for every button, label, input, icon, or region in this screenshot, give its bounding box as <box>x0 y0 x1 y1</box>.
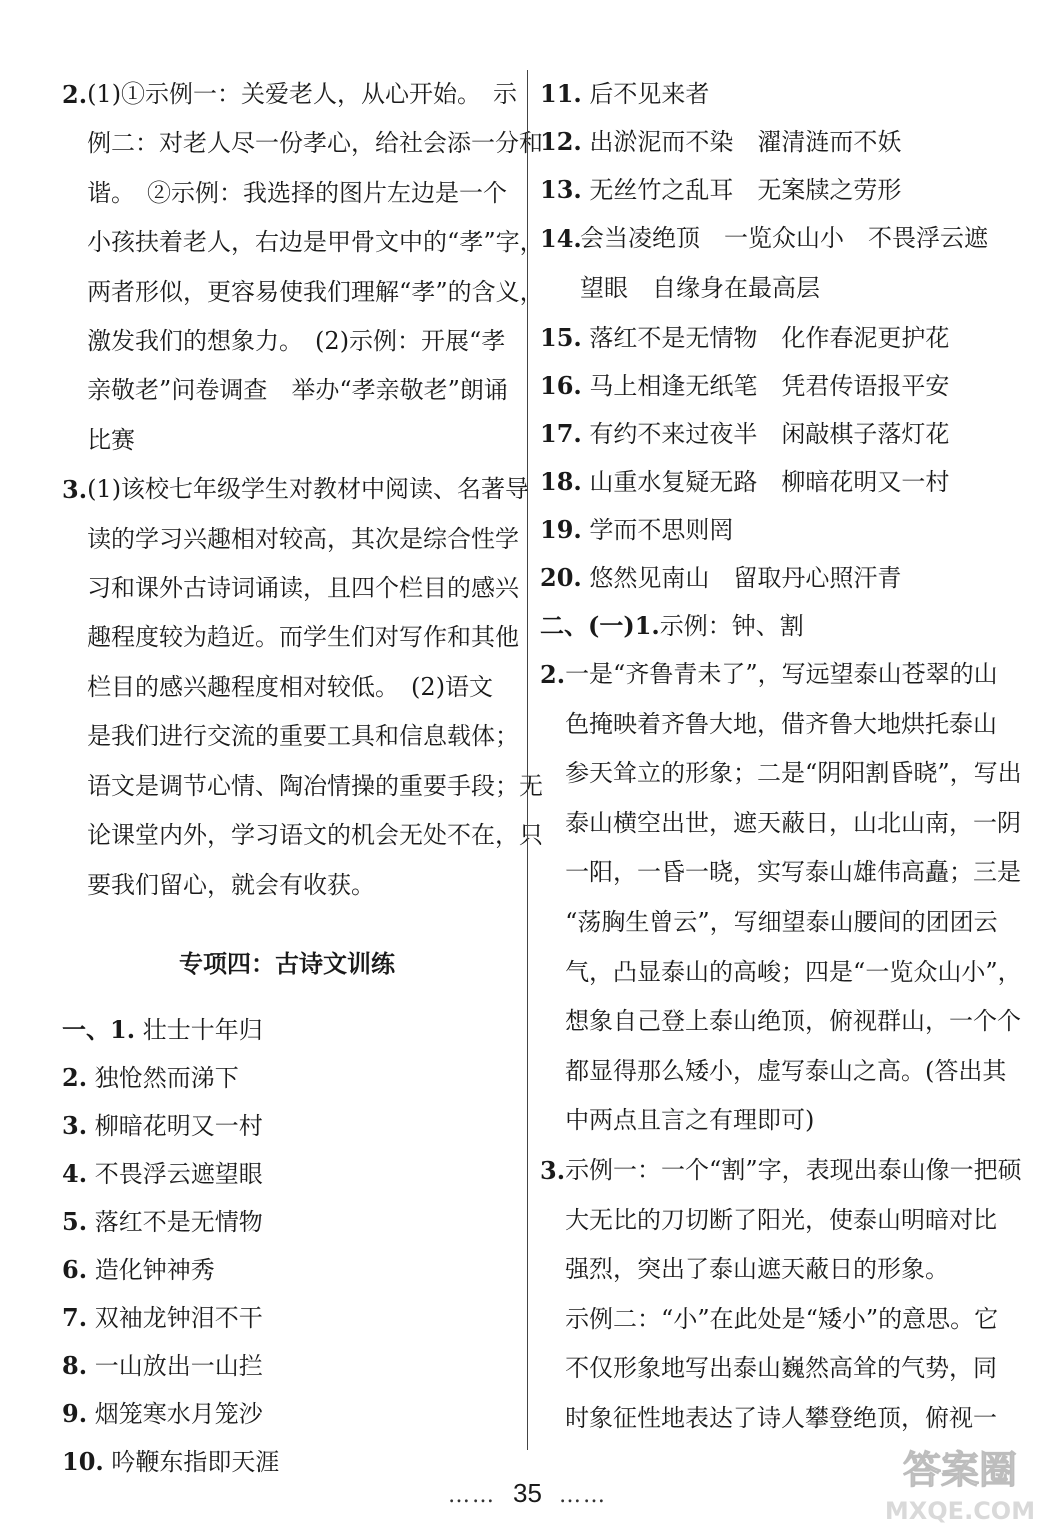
item-text: 落红不是无情物 <box>94 1207 263 1236</box>
answer-3-poem <box>540 1146 1022 1444</box>
text-line: (1)该校七年级学生对教材中阅读、名著导 <box>87 475 530 504</box>
text-line: 例二：对老人尽一份孝心，给社会添一分和 <box>87 129 544 158</box>
text-line: 示例二：“小”在此处是“矮小”的意思。它 <box>565 1304 999 1333</box>
item-number: 17. <box>540 419 582 448</box>
list-item <box>540 506 990 554</box>
item-number: 10. <box>62 1446 104 1476</box>
item-number: 一、1. <box>62 1014 136 1044</box>
text-line: 气，凸显泰山的高峻；四是“一览众山小”， <box>565 957 1022 986</box>
list-item <box>62 1390 512 1438</box>
text-line: 一阳，一昏一晓，实写泰山雄伟高矗；三是 <box>565 858 1022 887</box>
text-line: 都显得那么矮小，虚写泰山之高。(答出其 <box>565 1056 1007 1085</box>
answer-number: 2. <box>62 80 88 109</box>
answer-14 <box>540 214 990 314</box>
text-line: 泰山横空出世，遮天蔽日，山北山南，一阴 <box>565 808 1022 837</box>
item-number: 20. <box>540 563 582 592</box>
text-line: 参天耸立的形象；二是“阴阳割昏晓”，写出 <box>565 759 1022 788</box>
list-item <box>540 118 990 166</box>
list-item <box>62 1342 512 1390</box>
item-text: 双袖龙钟泪不干 <box>94 1303 263 1332</box>
item-text: 烟笼寒水月笼沙 <box>94 1399 263 1428</box>
text-line: 想象自己登上泰山绝顶，俯视群山，一个个 <box>565 1007 1022 1036</box>
list-item <box>62 1198 512 1246</box>
item-text: 山重水复疑无路 柳暗花明又一村 <box>589 468 950 496</box>
item-number: 3. <box>62 1110 88 1140</box>
list-item <box>540 602 990 650</box>
item-text: 壮士十年归 <box>142 1015 263 1044</box>
item-number: 18. <box>540 467 582 496</box>
text-line: 一是“齐鲁青未了”，写远望泰山苍翠的山 <box>565 660 998 688</box>
item-number: 5. <box>62 1206 88 1236</box>
list-item <box>62 1294 512 1342</box>
item-number: 7. <box>62 1302 88 1332</box>
item-number: 19. <box>540 515 582 544</box>
item-text: 马上相逢无纸笔 凭君传语报平安 <box>589 372 950 400</box>
text-line: “荡胸生曾云”，写细望泰山腰间的团团云 <box>565 907 998 936</box>
text-line: 不仅形象地写出泰山巍然高耸的气势，同 <box>565 1354 998 1383</box>
item-text: 无丝竹之乱耳 无案牍之劳形 <box>589 176 902 204</box>
text-line: 要我们留心，就会有收获。 <box>87 870 376 899</box>
section-title: 专项四：古诗文训练 <box>179 949 395 978</box>
item-number: 11. <box>540 79 582 108</box>
item-text: 不畏浮云遮望眼 <box>94 1159 263 1188</box>
list-item <box>62 1054 512 1102</box>
text-line: 示例一：一个“割”字，表现出泰山像一把硕 <box>565 1155 1022 1184</box>
answer-number: 3. <box>540 1155 566 1185</box>
list-item <box>540 314 990 362</box>
list-item <box>540 70 990 118</box>
answer-3 <box>62 465 544 910</box>
item-text: 出淤泥而不染 濯清涟而不妖 <box>589 128 902 156</box>
item-text: 后不见来者 <box>589 80 710 108</box>
text-line: 语文是调节心情、陶冶情操的重要手段；无 <box>87 771 544 800</box>
item-number: 12. <box>540 127 582 156</box>
text-line: 会当凌绝顶 一览众山小 不畏浮云遮 <box>580 224 988 252</box>
item-text: 独怆然而涕下 <box>94 1063 239 1092</box>
item-number: 9. <box>62 1398 88 1428</box>
list-item <box>540 166 990 214</box>
item-text: 悠然见南山 留取丹心照汗青 <box>589 564 902 592</box>
text-line: 比赛 <box>87 425 136 454</box>
item-number: 二、(一)1. <box>540 611 660 640</box>
answer-text <box>565 650 1022 1146</box>
text-line: 论课堂内外，学习语文的机会无处不在，只 <box>87 821 544 850</box>
item-text: 示例：钟、割 <box>659 612 804 640</box>
item-text: 落红不是无情物 化作春泥更护花 <box>589 324 950 352</box>
text-line: 大无比的刀切断了阳光，使泰山明暗对比 <box>565 1205 998 1234</box>
text-line: 色掩映着齐鲁大地，借齐鲁大地烘托泰山 <box>565 709 998 738</box>
item-number: 2. <box>62 1062 88 1092</box>
item-number: 6. <box>62 1254 88 1284</box>
watermark-url: MXQE.COM <box>884 1497 1036 1525</box>
answer-text <box>565 1146 1022 1444</box>
footer-dots-right: …… <box>558 1483 607 1508</box>
item-text: 学而不思则罔 <box>589 516 734 544</box>
watermark-text: 答案圈 <box>902 1448 1018 1492</box>
item-number: 15. <box>540 323 582 352</box>
text-line: 强烈，突出了泰山遮天蔽日的形象。 <box>565 1255 950 1284</box>
text-line: 读的学习兴趣相对较高，其次是综合性学 <box>87 524 520 553</box>
text-line: 望眼 自缘身在最高层 <box>580 274 820 302</box>
text-line: 两者形似，更容易使我们理解“孝”的含义， <box>87 277 544 306</box>
item-number: 4. <box>62 1158 88 1188</box>
item-number: 8. <box>62 1350 88 1380</box>
item-number: 13. <box>540 175 582 204</box>
answer-text <box>87 465 543 910</box>
list-item <box>540 554 990 602</box>
list-item <box>62 1150 512 1198</box>
text-line: 谐。 ②示例：我选择的图片左边是一个 <box>87 178 508 207</box>
text-line: 栏目的感兴趣程度相对较低。 (2)语文 <box>87 672 494 701</box>
item-text: 吟鞭东指即天涯 <box>111 1447 280 1476</box>
text-line: 时象征性地表达了诗人攀登绝顶，俯视一 <box>565 1403 998 1432</box>
item-text: 柳暗花明又一村 <box>94 1111 263 1140</box>
list-item <box>62 1102 512 1150</box>
text-line: 激发我们的想象力。 (2)示例：开展“孝 <box>87 327 506 356</box>
right-column <box>540 70 1022 1444</box>
left-column <box>62 70 544 1486</box>
column-divider <box>527 70 528 1450</box>
list-item <box>540 362 990 410</box>
answer-number: 3. <box>62 475 88 505</box>
footer-dots-left: …… <box>448 1483 497 1508</box>
text-line: 是我们进行交流的重要工具和信息载体； <box>87 722 520 751</box>
item-text: 有约不来过夜半 闲敲棋子落灯花 <box>589 420 950 448</box>
answer-2 <box>62 70 544 465</box>
text-line: 中两点且言之有理即可) <box>565 1106 815 1135</box>
item-text: 造化钟神秀 <box>94 1255 215 1284</box>
watermark-logo-icon <box>880 1435 1040 1530</box>
list-item <box>62 1006 512 1054</box>
text-line: 亲敬老”问卷调查 举办“孝亲敬老”朗诵 <box>87 376 508 405</box>
answer-2-poem <box>540 650 1022 1146</box>
answer-text <box>87 70 544 465</box>
item-number: 16. <box>540 371 582 400</box>
answer-number: 14. <box>540 224 582 253</box>
text-line: 习和课外古诗词诵读，且四个栏目的感兴 <box>87 574 520 603</box>
text-line: (1)①示例一：关爱老人，从心开始。 示 <box>87 80 518 108</box>
list-item <box>540 410 990 458</box>
text-line: 小孩扶着老人，右边是甲骨文中的“孝”字， <box>87 228 544 257</box>
answer-text <box>580 214 990 314</box>
answer-number: 2. <box>540 660 566 689</box>
text-line: 趣程度较为趋近。而学生们对写作和其他 <box>87 623 520 652</box>
page-number: 35 <box>513 1478 542 1508</box>
item-text: 一山放出一山拦 <box>94 1351 263 1380</box>
list-item <box>62 1246 512 1294</box>
list-item <box>540 458 990 506</box>
